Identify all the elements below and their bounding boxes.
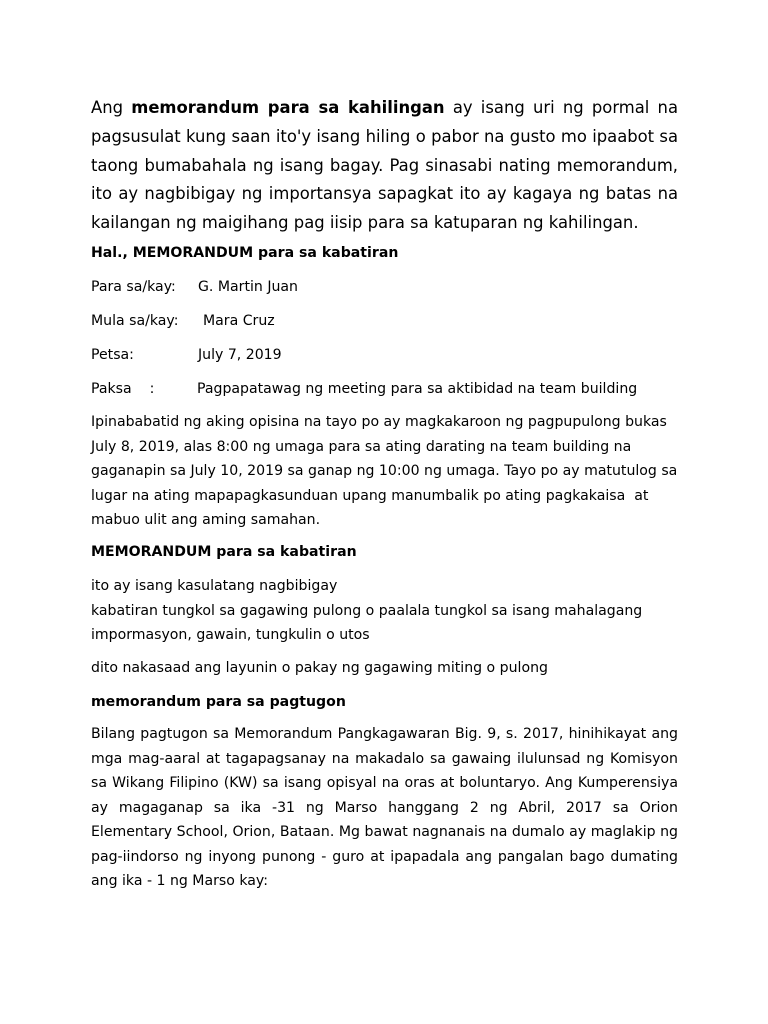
kabatiran-line: impormasyon, gawain, tungkulin o utos xyxy=(91,627,370,643)
field-label-paksa: Paksa : xyxy=(91,381,155,397)
pagtugon-paragraph: Bilang pagtugon sa Memorandum Pangkagawaran Big. 9, s. 2017, hinihikayat ang mga mag-aaral at tagapagsanay na makadalo sa gawaing ilulunsad ng Komisyon sa Wikang Filipino (KW) sa isang opisyal na oras at boluntaryo. Ang Kumperensiya ay magaganap sa ika -31 ng Marso hanggang 2 ng Abril, 2017 sa Orion Elementary School, Orion, Bataan. Mg bawat nagnanais na dumalo ay maglakip ng pag-iindorso ng inyong punong - guro at ipapadala ang pangalan bago dumating ang ika - 1 ng Marso kay: xyxy=(91,726,678,889)
kabatiran-definition xyxy=(91,574,642,648)
intro-lead: Ang xyxy=(91,98,132,117)
kabatiran-line: kabatiran tungkol sa gagawing pulong o paalala tungkol sa isang mahalagang xyxy=(91,602,643,619)
memo-body-line: gaganapin sa July 10, 2019 sa ganap ng 10:00 ng umaga. Tayo po ay matutulog sa xyxy=(91,463,678,479)
field-label-para: Para sa/kay: xyxy=(91,279,176,295)
field-value-petsa: July 7, 2019 xyxy=(198,347,282,363)
memo-body xyxy=(91,410,677,533)
kabatiran-note: dito nakasaad ang layunin o pakay ng gagawing miting o pulong xyxy=(91,660,548,676)
memo-body-line: Ipinababatid ng aking opisina na tayo po ay magkakaroon ng pagpupulong bukas xyxy=(91,414,667,430)
field-value-mula: Mara Cruz xyxy=(203,313,275,329)
intro-rest: ay isang uri ng pormal na pagsusulat kung saan ito'y isang hiling o pabor na gusto mo ipaabot sa taong bumabahala ng isang bagay. Pag sinasabi nating memorandum, ito ay nagbibigay ng importansya sapagkat ito ay kagaya ng batas na kailangan ng maigihang pag iisip para sa katuparan ng kahilingan. xyxy=(91,98,678,233)
field-value-para: G. Martin Juan xyxy=(198,279,298,295)
field-label-mula: Mula sa/kay: xyxy=(91,313,179,329)
memo-body-line: July 8, 2019, alas 8:00 ng umaga para sa ating darating na team building na xyxy=(91,438,632,455)
example-heading: Hal., MEMORANDUM para sa kabatiran xyxy=(91,245,399,261)
pagtugon-heading: memorandum para sa pagtugon xyxy=(91,694,346,710)
intro-paragraph xyxy=(91,94,678,238)
kabatiran-line: ito ay isang kasulatang nagbibigay xyxy=(91,578,338,594)
memo-body-line: lugar na ating mapapagkasunduan upang manumbalik po ating pagkakaisa at xyxy=(91,487,649,504)
field-value-paksa: Pagpapatawag ng meeting para sa aktibidad na team building xyxy=(197,381,638,397)
memo-body-line: mabuo ulit ang aming samahan. xyxy=(91,512,321,528)
field-label-petsa: Petsa: xyxy=(91,347,134,363)
kabatiran-heading: MEMORANDUM para sa kabatiran xyxy=(91,544,357,560)
intro-term: memorandum para sa kahilingan xyxy=(131,98,445,117)
